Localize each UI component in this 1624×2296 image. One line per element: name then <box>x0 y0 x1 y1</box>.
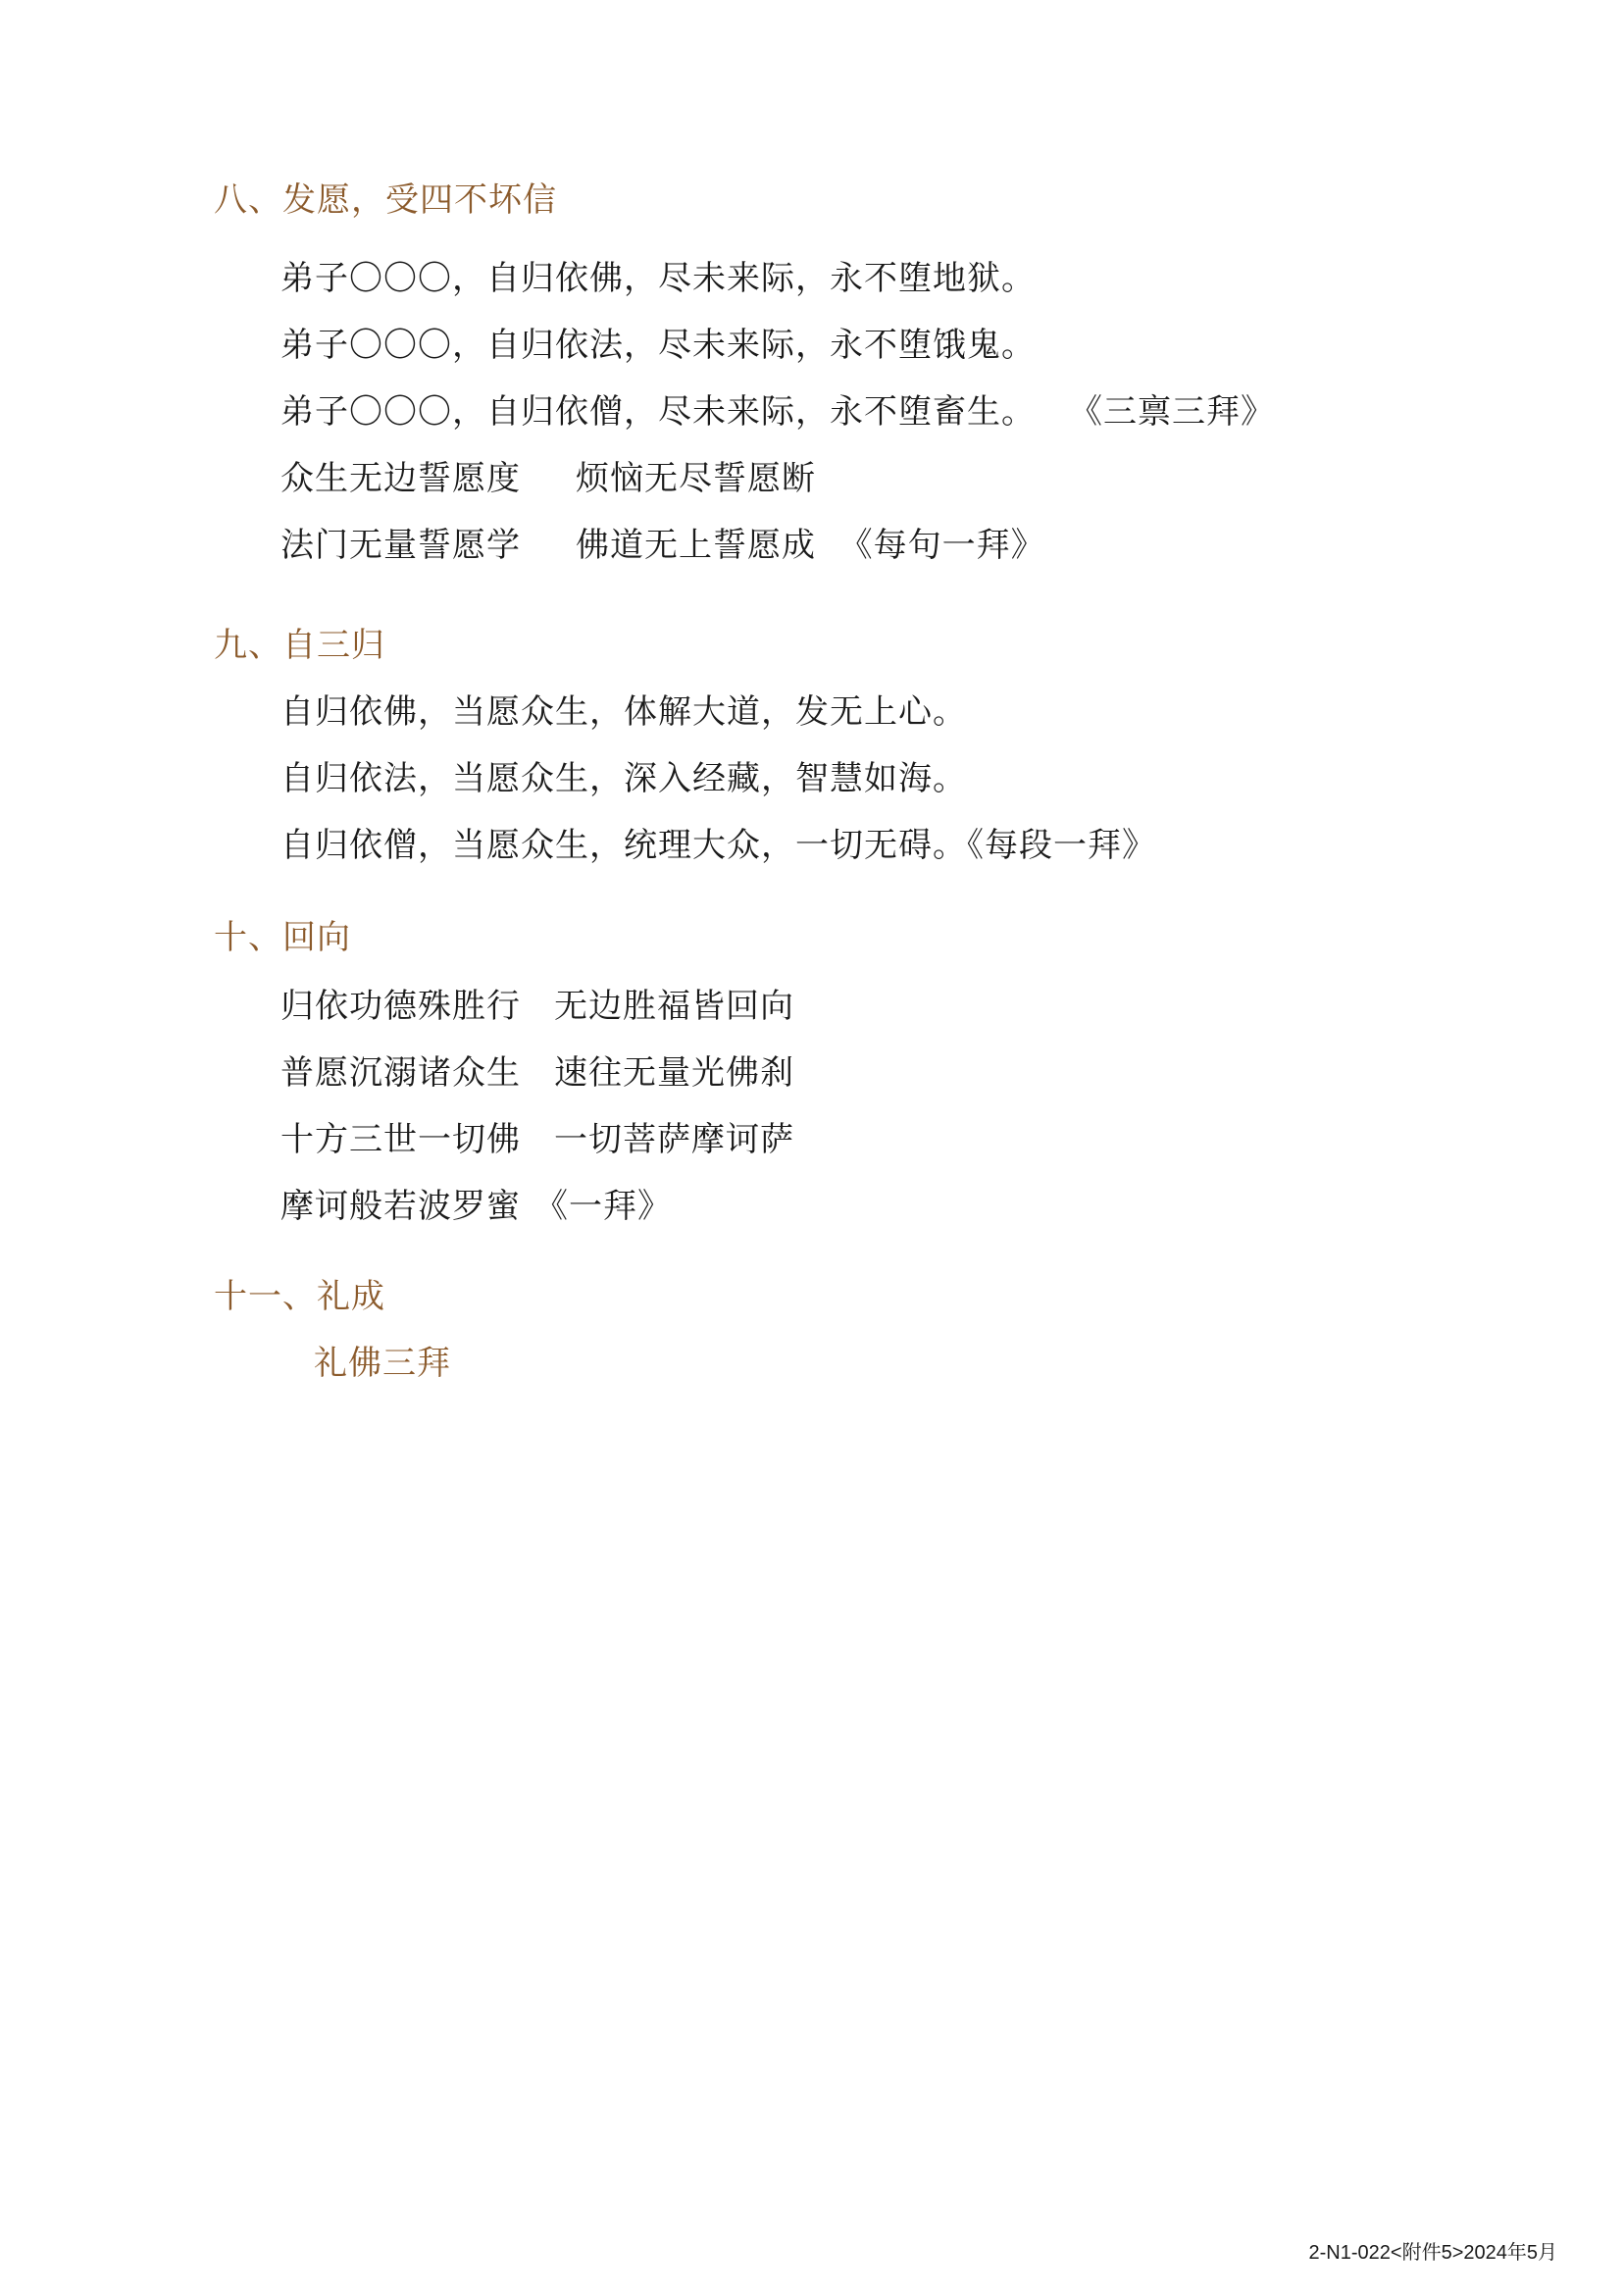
dedication-line-3 <box>280 1120 794 1159</box>
refuge-line-1-text: 自归依佛，当愿众生，体解大道，发无上心。 <box>280 692 967 732</box>
vow-line-5-text-a: 法门无量誓愿学 <box>280 526 521 565</box>
dedication-line-2 <box>280 1053 794 1093</box>
dedication-line-4-a: 摩诃般若波罗蜜 <box>280 1187 521 1226</box>
section-heading-8: 八、发愿，受四不坏信 <box>214 180 557 220</box>
refuge-line-2 <box>280 759 967 798</box>
vow-line-4 <box>280 459 816 498</box>
vow-line-2-text: 弟子〇〇〇，自归依法，尽未来际，永不堕饿鬼。 <box>280 326 1036 365</box>
closing-instruction: 礼佛三拜 <box>314 1344 451 1383</box>
vow-line-2 <box>280 326 1036 365</box>
refuge-line-2-text: 自归依法，当愿众生，深入经藏，智慧如海。 <box>280 759 967 798</box>
dedication-line-3-b: 一切菩萨摩诃萨 <box>554 1120 794 1159</box>
section-heading-9: 九、自三归 <box>214 626 385 665</box>
vow-line-3-note: 《三禀三拜》 <box>1069 392 1275 432</box>
vow-line-1 <box>280 259 1036 298</box>
refuge-line-3-text: 自归依僧，当愿众生，统理大众，一切无碍。《每段一拜》 <box>280 826 1156 865</box>
dedication-line-4-b: 《一拜》 <box>534 1187 672 1226</box>
vow-line-1-text: 弟子〇〇〇，自归依佛，尽未来际，永不堕地狱。 <box>280 259 1036 298</box>
vow-line-4-text-b: 烦恼无尽誓愿断 <box>576 459 816 498</box>
vow-line-3 <box>280 392 1275 432</box>
dedication-line-1-b: 无边胜福皆回向 <box>554 987 794 1026</box>
vow-line-4-text-a: 众生无边誓愿度 <box>280 459 521 498</box>
dedication-line-1 <box>280 987 794 1026</box>
document-footer-code: 2-N1-022<附件5>2024年5月 <box>1308 2242 1557 2264</box>
refuge-line-1 <box>280 692 967 732</box>
dedication-line-2-a: 普愿沉溺诸众生 <box>280 1053 521 1093</box>
vow-line-5-text-b: 佛道无上誓愿成 《每句一拜》 <box>576 526 1045 565</box>
vow-line-3-text: 弟子〇〇〇，自归依僧，尽未来际，永不堕畜生。 <box>280 392 1036 432</box>
refuge-line-3 <box>280 826 1156 865</box>
vow-line-5 <box>280 526 1045 565</box>
dedication-line-4 <box>280 1187 672 1226</box>
dedication-line-3-a: 十方三世一切佛 <box>280 1120 521 1159</box>
dedication-line-2-b: 速往无量光佛刹 <box>554 1053 794 1093</box>
section-heading-10: 十、回向 <box>214 918 351 957</box>
section-heading-11: 十一、礼成 <box>214 1277 385 1316</box>
dedication-line-1-a: 归依功德殊胜行 <box>280 987 521 1026</box>
